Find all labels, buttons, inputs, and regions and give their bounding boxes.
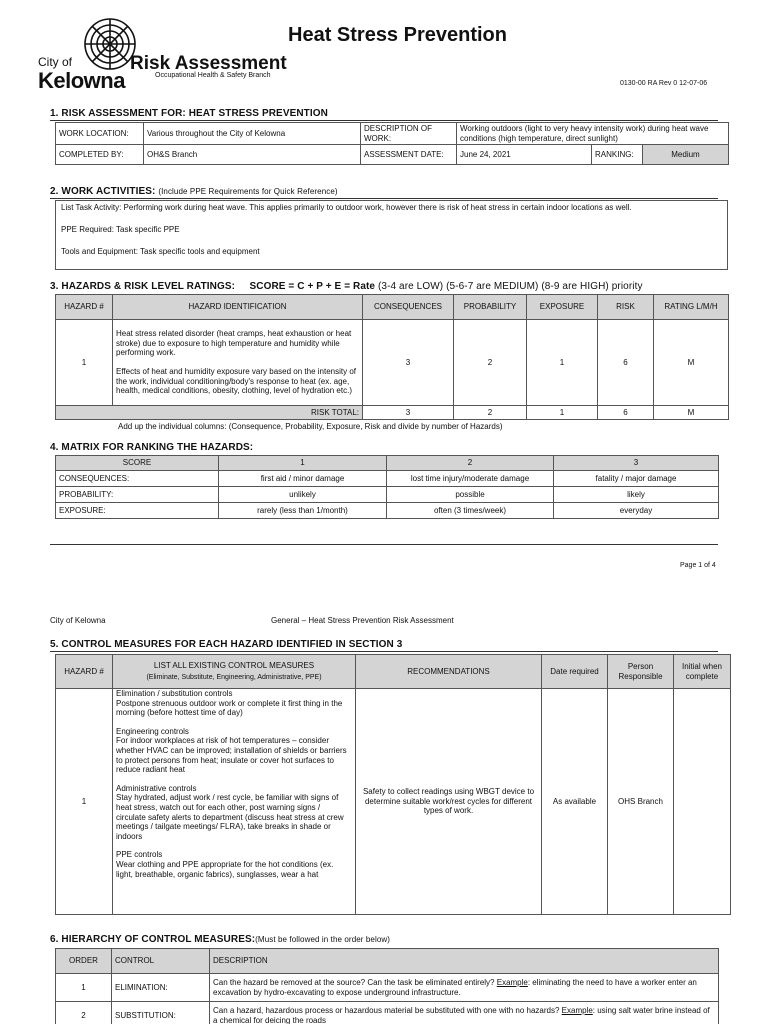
cm-measures-list: [113, 689, 356, 915]
document-code: 0130-00 RA Rev 0 12-07-06: [620, 80, 708, 87]
ranking-matrix-table: [55, 455, 719, 519]
hier-col-control: CONTROL: [112, 949, 210, 974]
cm-initial: [674, 689, 731, 915]
cm-col-hazard: HAZARD #: [56, 655, 113, 689]
hier-description: [210, 974, 719, 1002]
matrix-cell: lost time injury/moderate damage: [387, 471, 554, 487]
city-of-label: City of: [38, 55, 73, 69]
document-title: Heat Stress Prevention: [288, 24, 507, 46]
section-2-note: (Include PPE Requirements for Quick Reference): [158, 187, 338, 196]
section-2-title: 2. WORK ACTIVITIES:: [50, 186, 156, 197]
cm-col-measures: [113, 655, 356, 689]
section-6-title: 6. HIERARCHY OF CONTROL MEASURES:: [50, 934, 256, 945]
control-measures-table: [55, 654, 731, 915]
work-location-label: WORK LOCATION:: [56, 123, 144, 145]
hazard-num: 1: [56, 320, 113, 406]
risk-total-label: RISK TOTAL:: [56, 406, 363, 420]
table-row: [56, 320, 729, 406]
matrix-cell: fatality / major damage: [554, 471, 719, 487]
risk-assessment-info-table: [55, 122, 729, 165]
col-consequences: CONSEQUENCES: [363, 295, 454, 320]
section-5-heading: 5. CONTROL MEASURES FOR EACH HAZARD IDENTIFIED IN SECTION 3: [50, 639, 403, 650]
cm-hazard-num: 1: [56, 689, 113, 915]
table-row: [56, 471, 719, 487]
consequences-value: 3: [363, 320, 454, 406]
work-activities-box: [55, 200, 728, 270]
ppe-required-value: : Task specific PPE: [111, 225, 180, 234]
matrix-cell: often (3 times/week): [387, 503, 554, 519]
hier-example-label: Example: [561, 1005, 593, 1015]
ppe-required-line: [61, 225, 722, 235]
hier-desc-text: Can a hazard, hazardous process or hazardous material be substituted with one with no hazards?: [213, 1005, 562, 1015]
cm-col-measures-title: LIST ALL EXISTING CONTROL MEASURES: [153, 661, 315, 670]
hier-order: 1: [56, 974, 112, 1002]
assessment-date-value: June 24, 2021: [457, 145, 592, 165]
hazard-identification: [113, 320, 363, 406]
hier-desc-text: Can the hazard be removed at the source? Can the task be eliminated entirely?: [213, 977, 497, 987]
section-4-heading: 4. MATRIX FOR RANKING THE HAZARDS:: [50, 442, 254, 453]
assessment-date-label: ASSESSMENT DATE:: [361, 145, 457, 165]
elimination-text: Postpone strenuous outdoor work or complete it first thing in the morning (before hottest time of day): [116, 698, 343, 718]
ranking-value: Medium: [643, 145, 729, 165]
hier-description: [210, 1002, 719, 1024]
section-2-rule: [50, 198, 718, 199]
probability-value: 2: [454, 320, 527, 406]
engineering-text: For indoor workplaces at risk of hot temperatures – consider whether HVAC can be improved; installation of shields or barriers to protect persons from heat; insulate or cover hot surfaces to reduce radiant heat: [116, 736, 347, 775]
hier-col-description: DESCRIPTION: [210, 949, 719, 974]
section-3-title: 3. HAZARDS & RISK LEVEL RATINGS:: [50, 281, 236, 292]
matrix-col-3: 3: [554, 456, 719, 471]
completed-by-value: OH&S Branch: [144, 145, 361, 165]
risk-total-note: Add up the individual columns: (Consequence, Probability, Exposure, Risk and divide by number of Hazards): [118, 422, 503, 431]
ppe-text: Wear clothing and PPE appropriate for the hot conditions (ex. light, breathable, organic fabrics), sunglasses, wear a hat: [116, 859, 334, 879]
score-medium: (5-6-7 are MEDIUM): [446, 281, 539, 292]
matrix-col-1: 1: [219, 456, 387, 471]
table-row: [56, 487, 719, 503]
total-probability: 2: [454, 406, 527, 420]
risk-assessment-label: Risk Assessment: [130, 53, 287, 74]
hazard-id-para-1: Heat stress related disorder (heat cramps, heat exhaustion or heat stroke) due to exposure to high temperature and humidity while performing work.: [116, 329, 352, 358]
section-3-heading: [50, 281, 643, 292]
hier-desc-text: : using salt water brine instead of a chemical for deicing the roads: [213, 1005, 710, 1024]
cm-recommendation: Safety to collect readings using WBGT device to determine suitable work/rest cycles for different types of work.: [356, 689, 542, 915]
score-priority: priority: [611, 281, 643, 292]
matrix-cell: likely: [554, 487, 719, 503]
score-formula: SCORE = C + P + E = Rate: [249, 281, 376, 292]
total-exposure: 1: [527, 406, 598, 420]
completed-by-label: COMPLETED BY:: [56, 145, 144, 165]
matrix-cell: rarely (less than 1/month): [219, 503, 387, 519]
matrix-cell: everyday: [554, 503, 719, 519]
hier-control: SUBSTITUTION:: [112, 1002, 210, 1024]
section-1-heading: 1. RISK ASSESSMENT FOR: HEAT STRESS PREVENTION: [50, 108, 328, 119]
score-high: (8-9 are HIGH): [541, 281, 609, 292]
exposure-value: 1: [527, 320, 598, 406]
hier-order: 2: [56, 1002, 112, 1024]
administrative-heading: Administrative controls: [116, 783, 197, 793]
table-row: [56, 974, 719, 1002]
matrix-row-label: PROBABILITY:: [56, 487, 219, 503]
table-row: [56, 689, 731, 915]
ppe-required-label: PPE Required: [61, 225, 112, 234]
matrix-col-score: SCORE: [56, 456, 219, 471]
section-2-heading: [50, 186, 338, 197]
table-row: [56, 1002, 719, 1024]
administrative-text: Stay hydrated, adjust work / rest cycle, be familiar with signs of heat stress, watch out for each other, post warning signs / circulate safety alerts to department (discuss heat stress at crew meetings / tailgate meetings/ FLRA), take breaks in shade or indoors: [116, 793, 344, 841]
hierarchy-table: [55, 948, 719, 1024]
description-label: DESCRIPTION OF WORK:: [361, 123, 457, 145]
elimination-heading: Elimination / substitution controls: [116, 689, 233, 698]
matrix-cell: first aid / minor damage: [219, 471, 387, 487]
total-rating: M: [654, 406, 729, 420]
matrix-cell: unlikely: [219, 487, 387, 503]
description-value: Working outdoors (light to very heavy intensity work) during heat wave conditions (high temperature, direct sunlight): [457, 123, 729, 145]
hazard-id-para-2: Effects of heat and humidity exposure vary based on the intensity of the work, individual conditioning/body's response to heat (ex. age, health, medical conditions, obesity, clothing, level of hydration etc.): [116, 367, 356, 396]
matrix-row-label: EXPOSURE:: [56, 503, 219, 519]
work-location-value: Various throughout the City of Kelowna: [144, 123, 361, 145]
total-consequences: 3: [363, 406, 454, 420]
hier-example-label: Example: [496, 977, 528, 987]
section-1-rule: [50, 120, 718, 121]
total-risk: 6: [598, 406, 654, 420]
task-activity-line: [61, 203, 722, 213]
cm-col-person: Person Responsible: [608, 655, 674, 689]
hier-control: ELIMINATION:: [112, 974, 210, 1002]
col-risk: RISK: [598, 295, 654, 320]
task-activity-value: : Performing work during heat wave. This applies primarily to outdoor work, however there is risk of heat stress in certain indoor locations as well.: [119, 203, 632, 212]
col-rating: RATING L/M/H: [654, 295, 729, 320]
kelowna-label: Kelowna: [38, 68, 125, 93]
engineering-heading: Engineering controls: [116, 726, 189, 736]
page2-header-left: City of Kelowna: [50, 616, 106, 625]
section-5-rule: [50, 651, 718, 652]
cm-col-date: Date required: [542, 655, 608, 689]
cm-col-measures-sub: (Eliminate, Substitute, Engineering, Administrative, PPE): [146, 673, 322, 681]
footer-rule: [50, 544, 718, 545]
matrix-col-2: 2: [387, 456, 554, 471]
hier-desc-text: : eliminating the need to have a worker enter an excavation by hydro-excavating to expose underground infrastructure.: [213, 977, 697, 997]
col-hazard-id: HAZARD IDENTIFICATION: [113, 295, 363, 320]
section-6-heading: [50, 934, 390, 945]
col-exposure: EXPOSURE: [527, 295, 598, 320]
task-activity-label: List Task Activity: [61, 203, 120, 212]
score-low: (3-4 are LOW): [377, 281, 444, 292]
rating-value: M: [654, 320, 729, 406]
tools-equipment-line: [61, 247, 722, 257]
ranking-label: RANKING:: [592, 145, 643, 165]
cm-col-initial: Initial when complete: [674, 655, 731, 689]
table-row: [56, 503, 719, 519]
matrix-row-label: CONSEQUENCES:: [56, 471, 219, 487]
risk-total-row: [56, 406, 729, 420]
tools-equipment-value: : Task specific tools and equipment: [135, 247, 260, 256]
page2-header-center: General – Heat Stress Prevention Risk Assessment: [271, 616, 454, 625]
col-hazard-num: HAZARD #: [56, 295, 113, 320]
ppe-heading: PPE controls: [116, 850, 163, 860]
cm-col-recommendations: RECOMMENDATIONS: [356, 655, 542, 689]
risk-value: 6: [598, 320, 654, 406]
hier-col-order: ORDER: [56, 949, 112, 974]
tools-equipment-label: Tools and Equipment: [61, 247, 136, 256]
cm-date: As available: [542, 689, 608, 915]
matrix-cell: possible: [387, 487, 554, 503]
col-probability: PROBABILITY: [454, 295, 527, 320]
hazard-rating-table: [55, 294, 729, 420]
page-number: Page 1 of 4: [680, 562, 716, 569]
section-6-note: (Must be followed in the order below): [255, 935, 391, 944]
cm-person: OHS Branch: [608, 689, 674, 915]
branch-label: Occupational Health & Safety Branch: [155, 72, 271, 79]
